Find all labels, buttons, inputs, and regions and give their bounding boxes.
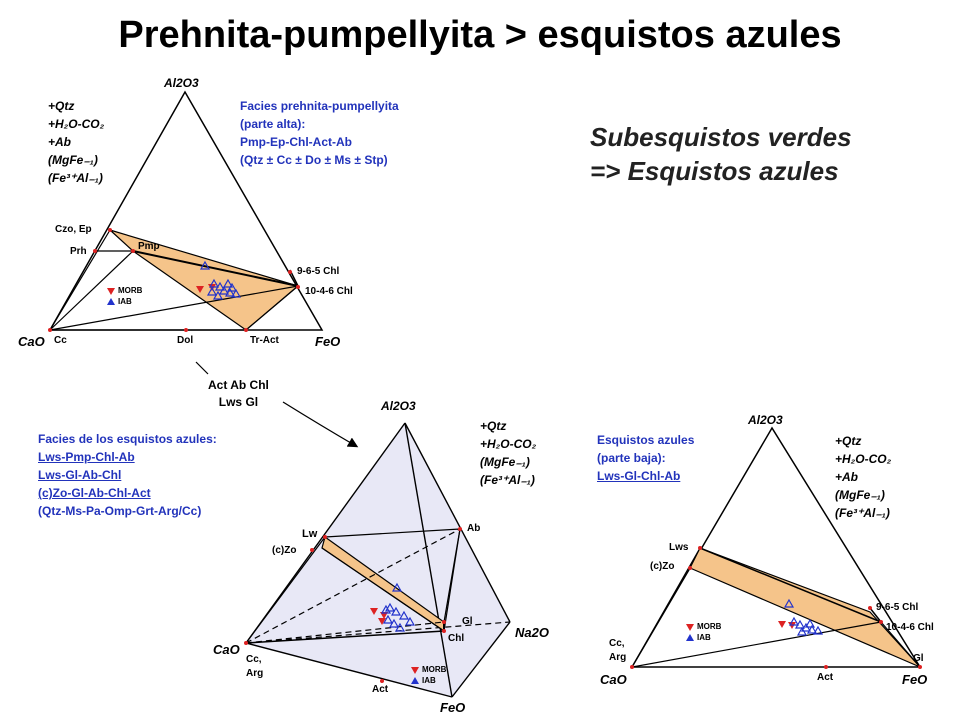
left-apex-cao: CaO xyxy=(213,642,240,657)
assemblage-line: +Ab xyxy=(48,135,72,149)
top-label-cc: Cc xyxy=(54,335,67,346)
top-label-dol: Dol xyxy=(177,335,194,346)
label-line: Arg xyxy=(609,652,627,663)
facies-line: Pmp-Ep-Chl-Act-Ab xyxy=(240,135,352,149)
right-label-act: Act xyxy=(817,672,834,683)
assemblage-line: +Qtz xyxy=(48,99,75,113)
top-point-dol xyxy=(184,328,188,332)
assemblage-line: +H₂O-CO₂ xyxy=(835,452,892,466)
top-point-tr-act xyxy=(244,328,248,332)
assemblage-line: +H₂O-CO₂ xyxy=(48,117,105,131)
left-tetrahedron-diagram xyxy=(244,423,510,697)
top-point-czo-ep xyxy=(108,228,112,232)
left-legend-morb: MORB xyxy=(422,665,447,674)
reaction-label-line: Act Ab Chl xyxy=(208,378,269,392)
top-tieline xyxy=(50,230,110,330)
facies-item: (Qtz-Ms-Pa-Omp-Grt-Arg/Cc) xyxy=(38,504,202,518)
left-label-ab: Ab xyxy=(467,523,481,534)
top-label-prh: Prh xyxy=(70,246,87,257)
facies-line: (Qtz ± Cc ± Do ± Ms ± Stp) xyxy=(240,153,388,167)
right-apex-al2o3: Al2O3 xyxy=(748,413,783,427)
facies-item: (c)Zo-Gl-Ab-Chl-Act xyxy=(38,486,151,500)
top-label-tr-act: Tr-Act xyxy=(250,335,279,346)
facies-line: (parte baja): xyxy=(597,451,666,465)
facies-title: Facies de los esquistos azules: xyxy=(38,432,217,446)
left-assemblage xyxy=(480,417,536,489)
assemblage-line: (Fe³⁺Al₋₁) xyxy=(480,473,535,487)
left-label-gl: Gl xyxy=(462,616,473,627)
tetra-fill xyxy=(246,423,510,697)
left-legend-iab: IAB xyxy=(422,676,436,685)
top-label-czo-ep: Czo, Ep xyxy=(55,224,92,235)
facies-line: Facies prehnita-pumpellyita xyxy=(240,99,399,113)
top-assemblage xyxy=(48,97,104,187)
subtitle-line-2: => Esquistos azules xyxy=(590,156,839,186)
right-assemblage xyxy=(835,432,891,522)
left-label-lw: Lw xyxy=(302,528,318,540)
left-facies-text xyxy=(38,430,217,520)
right-facies-text xyxy=(597,431,694,485)
left-label-czo: (c)Zo xyxy=(272,545,297,556)
left-apex-na2o: Na2O xyxy=(515,625,549,640)
reaction-arrow xyxy=(283,402,356,446)
top-label-chl-965: 9-6-5 Chl xyxy=(297,266,340,277)
assemblage-line: (MgFe₋₁) xyxy=(48,153,98,167)
top-point-chl-1046 xyxy=(296,285,300,289)
top-point-pmp xyxy=(131,249,135,253)
assemblage-line: (MgFe₋₁) xyxy=(835,488,885,502)
reaction-tick xyxy=(196,362,208,374)
top-legend-morb: MORB xyxy=(118,286,143,295)
label-line: Arg xyxy=(246,668,264,679)
left-apex-al2o3: Al2O3 xyxy=(381,399,416,413)
top-apex-cao: CaO xyxy=(18,334,45,349)
top-apex-feo: FeO xyxy=(315,334,341,349)
top-legend-iab-symbol xyxy=(107,298,115,305)
right-label-chl-965: 9-6-5 Chl xyxy=(876,602,919,613)
top-point-chl-965 xyxy=(288,270,292,274)
left-label-cc-arg xyxy=(246,653,263,681)
assemblage-line: +H₂O-CO₂ xyxy=(480,437,537,451)
left-label-act: Act xyxy=(372,684,389,695)
top-legend-iab: IAB xyxy=(118,297,132,306)
reaction-label xyxy=(208,377,269,411)
label-line: Cc, xyxy=(246,654,262,665)
assemblage-line: (Fe³⁺Al₋₁) xyxy=(48,171,103,185)
assemblage-line: (MgFe₋₁) xyxy=(480,455,530,469)
reaction-label-line: Lws Gl xyxy=(218,395,259,409)
slide-title: Prehnita-pumpellyita > esquistos azules xyxy=(118,14,842,56)
facies-item: Lws-Pmp-Chl-Ab xyxy=(38,450,135,464)
assemblage-line: +Qtz xyxy=(480,419,507,433)
right-legend-morb: MORB xyxy=(697,622,722,631)
assemblage-line: (Fe³⁺Al₋₁) xyxy=(835,506,890,520)
right-label-czo: (c)Zo xyxy=(650,561,675,572)
right-label-gl: Gl xyxy=(913,653,924,664)
right-apex-cao: CaO xyxy=(600,672,627,687)
left-apex-feo: FeO xyxy=(440,700,466,715)
top-facies-text xyxy=(240,97,399,169)
top-point-prh xyxy=(93,249,97,253)
right-label-chl-1046: 10-4-6 Chl xyxy=(886,622,934,633)
left-label-chl: Chl xyxy=(448,633,465,644)
top-label-chl-1046: 10-4-6 Chl xyxy=(305,286,353,297)
right-legend-iab: IAB xyxy=(697,633,711,642)
assemblage-line: +Ab xyxy=(835,470,859,484)
right-label-cc-arg xyxy=(609,637,626,665)
top-point-cc xyxy=(48,328,52,332)
facies-item: Lws-Gl-Ab-Chl xyxy=(38,468,122,482)
top-legend-morb-symbol xyxy=(107,288,115,295)
facies-line: Esquistos azules xyxy=(597,433,695,447)
assemblage-line: +Qtz xyxy=(835,434,862,448)
facies-line: (parte alta): xyxy=(240,117,306,131)
right-label-lws: Lws xyxy=(669,542,689,553)
right-apex-feo: FeO xyxy=(902,672,928,687)
facies-line: Lws-Gl-Chl-Ab xyxy=(597,469,681,483)
top-apex-al2o3: Al2O3 xyxy=(164,76,199,90)
label-line: Cc, xyxy=(609,638,625,649)
top-label-pmp: Pmp xyxy=(138,241,160,252)
subtitle-line-1: Subesquistos verdes xyxy=(590,122,852,152)
